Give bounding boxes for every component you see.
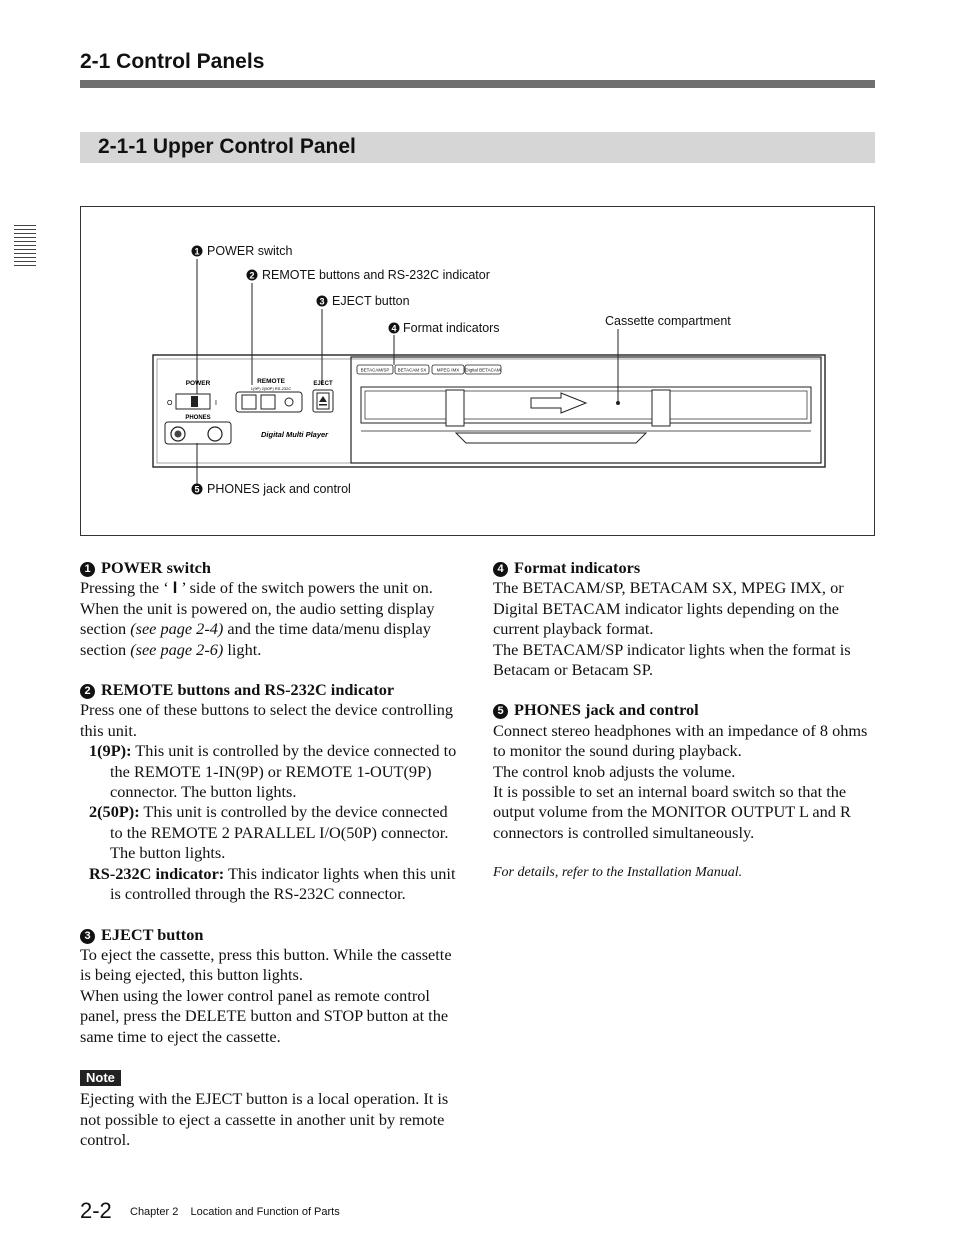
remote-heading: 2 REMOTE buttons and RS-232C indicator — [80, 680, 464, 700]
eject-p1: To eject the cassette, press this button. While the cassette is being ejected, this button lights. — [80, 944, 452, 985]
eject-heading: 3 EJECT button — [80, 925, 464, 945]
power-on-mark: I — [215, 400, 217, 407]
format-digital-betacam: Digital BETACAM — [465, 367, 501, 373]
callout-label-remote: REMOTE buttons and RS-232C indicator — [262, 268, 490, 282]
remote-label: REMOTE — [257, 378, 285, 385]
remote-item-1: 1(9P): This unit is controlled by the device connected to the REMOTE 1-IN(9P) or REMOTE 1-OUT(9P) connector. The button lights. — [89, 741, 457, 802]
callout-label-phones: PHONES jack and control — [207, 482, 351, 496]
num-2-icon: 2 — [80, 684, 95, 699]
remote-sub-labels: 1(9P) 2(50P) RS-232C — [250, 386, 292, 391]
num-4-icon: 4 — [493, 562, 508, 577]
callout-num-4: 4 — [391, 323, 397, 334]
num-3-icon: 3 — [80, 929, 95, 944]
eject-p2: When using the lower control panel as remote control panel, press the DELETE button and STOP button at the same time to eject the cassette. — [80, 985, 449, 1046]
formats-p1: The BETACAM/SP, BETACAM SX, MPEG IMX, or Digital BETACAM indicator lights depending on the current playback format. — [493, 578, 844, 639]
details-reference: For details, refer to the Installation Manual. — [493, 865, 743, 881]
upper-control-panel-figure — [80, 206, 875, 536]
num-5-icon: 5 — [493, 704, 508, 719]
formats-p2: The BETACAM/SP indicator lights when the format is Betacam or Betacam SP. — [493, 639, 851, 680]
format-betacam-sx: BETACAM SX — [397, 367, 427, 373]
phones-p3: It is possible to set an internal board switch so that the output volume from the MONITOR OUTPUT L and R connectors is controlled simultaneously. — [493, 782, 851, 842]
power-off-mark: O — [167, 400, 173, 407]
remote-item-2: 2(50P): This unit is controlled by the device connected to the REMOTE 2 PARALLEL I/O(50P) connector. The button lights. — [89, 802, 449, 863]
callout-label-formats: Format indicators — [403, 321, 500, 335]
remote-2-button[interactable] — [261, 395, 275, 409]
right-column — [493, 558, 877, 884]
panel-illustration — [81, 207, 874, 535]
phones-p1: Connect stereo headphones with an impedance of 8 ohms to monitor the sound during playback. — [493, 720, 868, 761]
section-rule — [80, 80, 875, 88]
callout-num-2: 2 — [249, 270, 255, 281]
note-text: Ejecting with the EJECT button is a local operation. It is not possible to eject a cassette in another unit by remote control. — [80, 1089, 449, 1150]
remote-intro: Press one of these buttons to select the device controlling this unit. — [80, 700, 454, 740]
callout-num-3: 3 — [319, 296, 325, 307]
format-mpeg-imx: MPEG IMX — [436, 367, 460, 373]
power-heading: 1 POWER switch — [80, 558, 464, 578]
brand-label: Digital Multi Player — [261, 430, 329, 439]
power-description: Pressing the ‘ I ’ side of the switch powers the unit on. When the unit is powered on, the audio setting display section (see page 2-4) and the time data/menu display section (see page 2-6) light. — [80, 578, 435, 659]
page-number: 2-2 — [80, 1198, 112, 1223]
footer-chapter: Chapter 2 Location and Function of Parts — [130, 1206, 340, 1218]
remote-1-button[interactable] — [242, 395, 256, 409]
format-indicators — [357, 365, 501, 374]
rs232c-indicator — [285, 398, 293, 406]
subsection-title: 2-1-1 Upper Control Panel — [98, 135, 356, 158]
section-title: 2-1 Control Panels — [80, 50, 265, 73]
left-column — [80, 558, 464, 1151]
phones-heading: 5 PHONES jack and control — [493, 700, 877, 720]
chapter-tab-stripes — [14, 225, 36, 269]
power-label: POWER — [185, 380, 211, 387]
power-on-symbol: I — [172, 579, 178, 598]
phones-volume-knob[interactable] — [208, 427, 222, 441]
num-1-icon: 1 — [80, 562, 95, 577]
power-switch-rocker — [191, 396, 198, 407]
note-badge: Note — [80, 1070, 121, 1086]
insert-arrow-icon — [531, 393, 586, 413]
remote-item-3: RS-232C indicator: This indicator lights when this unit is controlled through the RS-232C connector. — [89, 863, 456, 904]
callout-num-1: 1 — [194, 246, 200, 257]
callout-label-eject: EJECT button — [332, 294, 410, 308]
callout-num-5: 5 — [194, 484, 200, 495]
callout-label-cassette: Cassette compartment — [605, 314, 731, 328]
phones-p2: The control knob adjusts the volume. — [493, 761, 736, 781]
eject-label: EJECT — [313, 381, 333, 387]
formats-heading: 4 Format indicators — [493, 558, 877, 578]
callout-label-power: POWER switch — [207, 244, 293, 258]
phones-label: PHONES — [185, 415, 211, 421]
format-betacam-sp: BETACAM/SP — [360, 367, 390, 373]
